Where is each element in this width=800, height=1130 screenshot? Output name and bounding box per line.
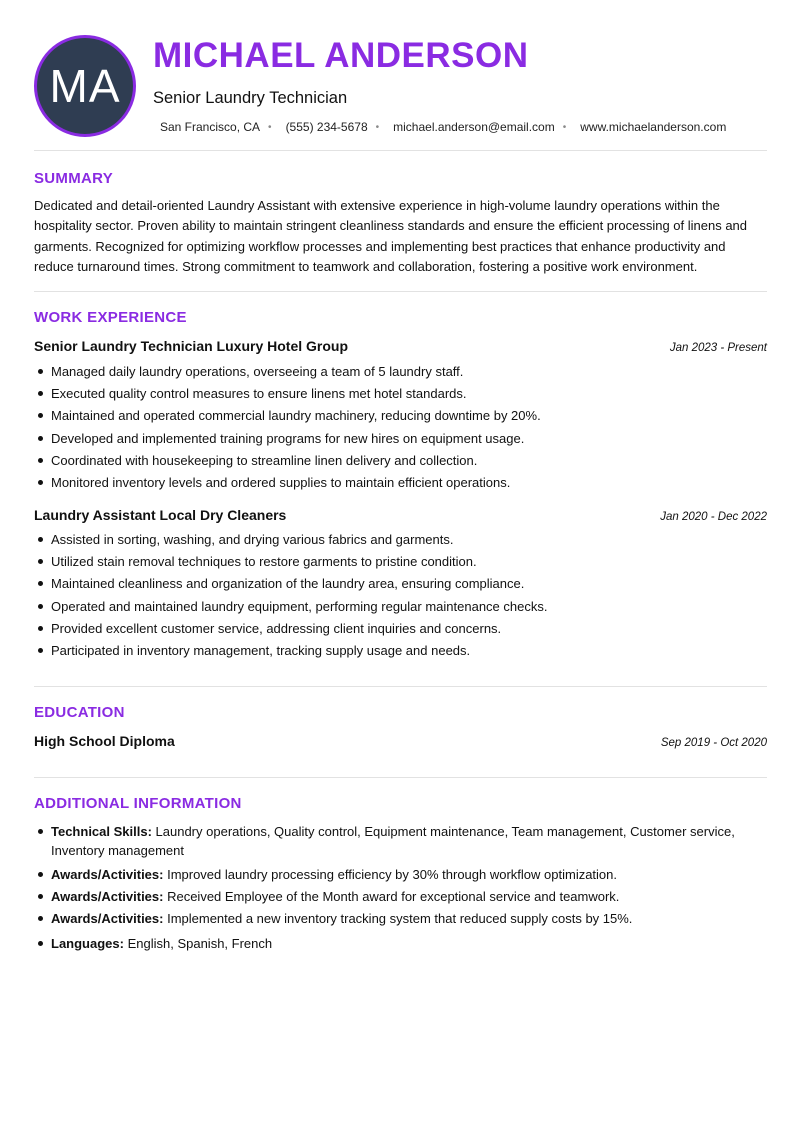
list-item: Operated and maintained laundry equipment, performing regular maintenance checks. xyxy=(34,597,767,619)
item-label: Technical Skills: xyxy=(51,824,152,839)
contact-separator: • xyxy=(375,121,380,133)
summary-heading: SUMMARY xyxy=(34,170,114,187)
education-degree: High School Diploma xyxy=(34,733,175,749)
contact-location: San Francisco, CA xyxy=(160,120,261,134)
divider xyxy=(34,150,767,151)
list-item: Monitored inventory levels and ordered supplies to maintain efficient operations. xyxy=(34,473,767,495)
contact-bar xyxy=(160,120,726,134)
summary-text: Dedicated and detail-oriented Laundry Assistant with extensive experience in high-volume laundry operations within the hospitality sector. Proven ability to maintain stringent cleanliness standards and ensure the efficient processing of linens and garments. Recognized for optimizing workflow processes and implementing best practices that enhance productivity and reduce turnaround times. Strong commitment to teamwork and collaboration, fostering a positive work environment. xyxy=(34,198,748,274)
list-item: Coordinated with housekeeping to streamline linen delivery and collection. xyxy=(34,451,767,473)
job-bullets xyxy=(34,530,767,663)
divider xyxy=(34,291,767,292)
contact-email[interactable]: michael.anderson@email.com xyxy=(393,120,555,134)
divider xyxy=(34,777,767,778)
contact-website[interactable]: www.michaelanderson.com xyxy=(580,120,727,134)
list-item: Developed and implemented training programs for new hires on equipment usage. xyxy=(34,429,767,451)
list-item xyxy=(34,887,767,906)
list-item xyxy=(34,934,767,953)
job-dates: Jan 2023 - Present xyxy=(669,342,767,354)
avatar-initials: MA xyxy=(49,60,121,112)
item-text: English, Spanish, French xyxy=(123,936,273,951)
job-header xyxy=(34,507,767,523)
avatar xyxy=(34,35,136,137)
divider xyxy=(34,686,767,687)
list-item: Assisted in sorting, washing, and drying various fabrics and garments. xyxy=(34,530,767,552)
education-heading: EDUCATION xyxy=(34,704,125,721)
list-item xyxy=(34,865,767,884)
item-text: Implemented a new inventory tracking system that reduced supply costs by 15%. xyxy=(163,911,633,926)
education-dates: Sep 2019 - Oct 2020 xyxy=(660,737,767,749)
job-dates: Jan 2020 - Dec 2022 xyxy=(660,511,767,523)
list-item: Provided excellent customer service, addressing client inquiries and concerns. xyxy=(34,619,767,641)
list-item: Utilized stain removal techniques to restore garments to pristine condition. xyxy=(34,552,767,574)
job-bullets xyxy=(34,362,767,495)
item-label: Languages: xyxy=(51,936,124,951)
list-item: Managed daily laundry operations, overseeing a team of 5 laundry staff. xyxy=(34,362,767,384)
additional-list xyxy=(34,822,767,953)
list-item xyxy=(34,909,767,928)
list-item: Maintained cleanliness and organization of the laundry area, ensuring compliance. xyxy=(34,574,767,596)
item-label: Awards/Activities: xyxy=(51,911,164,926)
candidate-title: Senior Laundry Technician xyxy=(153,89,348,107)
contact-separator: • xyxy=(268,121,272,133)
item-text: Received Employee of the Month award for exceptional service and teamwork. xyxy=(163,889,620,904)
job-header xyxy=(34,338,767,354)
education-entry xyxy=(34,733,767,749)
item-text: Improved laundry processing efficiency by 30% through workflow optimization. xyxy=(163,867,618,882)
item-label: Awards/Activities: xyxy=(51,889,164,904)
job-role: Laundry Assistant Local Dry Cleaners xyxy=(34,507,287,523)
additional-heading: ADDITIONAL INFORMATION xyxy=(34,795,242,812)
list-item: Executed quality control measures to ensure linens met hotel standards. xyxy=(34,384,767,406)
list-item: Maintained and operated commercial laundry machinery, reducing downtime by 20%. xyxy=(34,406,767,428)
item-label: Awards/Activities: xyxy=(51,867,164,882)
contact-phone: (555) 234-5678 xyxy=(285,120,368,134)
list-item: Participated in inventory management, tracking supply usage and needs. xyxy=(34,641,767,663)
list-item xyxy=(34,822,767,860)
candidate-name: MICHAEL ANDERSON xyxy=(153,36,529,75)
job-role: Senior Laundry Technician Luxury Hotel Group xyxy=(34,338,349,354)
contact-separator: • xyxy=(562,121,567,133)
item-text: Laundry operations, Quality control, Equipment maintenance, Team management, Customer service, Inventory management xyxy=(51,824,735,858)
experience-heading: WORK EXPERIENCE xyxy=(34,309,187,326)
